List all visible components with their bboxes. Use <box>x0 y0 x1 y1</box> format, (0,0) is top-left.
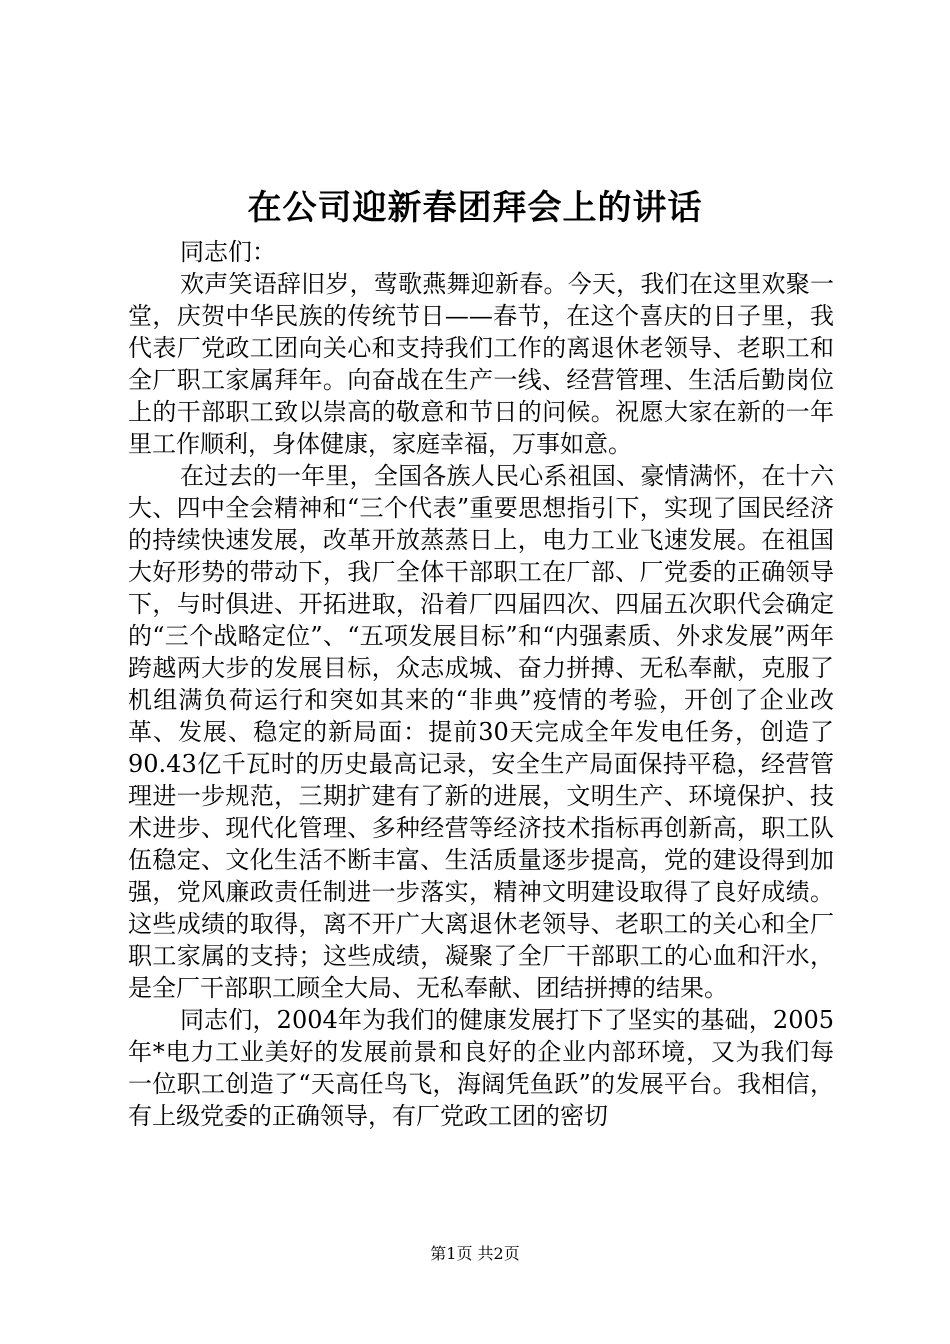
paragraph-outlook: 同志们，2004年为我们的健康发展打下了坚实的基础，2005年*电力工业美好的发展前景和良好的企业内部环境，又为我们每一位职工创造了“天高任鸟飞，海阔凭鱼跃”的发展平台。我相信，有上级党委的正确领导，有厂党政工团的密切 <box>128 1006 834 1130</box>
salutation: 同志们： <box>180 238 276 266</box>
page-indicator: 第1页 共2页 <box>430 1244 520 1263</box>
document-title: 在公司迎新春团拜会上的讲话 <box>247 188 703 228</box>
paragraph-review: 在过去的一年里，全国各族人民心系祖国、豪情满怀，在十六大、四中全会精神和“三个代表”重要思想指引下，实现了国民经济的持续快速发展，改革开放蒸蒸日上，电力工业飞速发展。在祖国大好形势的带动下，我厂全体干部职工在厂部、厂党委的正确领导下，与时俱进、开拓进取，沿着厂四届四次、四届五次职代会确定的“三个战略定位”、“五项发展目标”和“内强素质、外求发展”两年跨越两大步的发展目标，众志成城、奋力拼搏、无私奉献，克服了机组满负荷运行和突如其来的“非典”疫情的考验，开创了企业改革、发展、稳定的新局面：提前30天完成全年发电任务，创造了90.43亿千瓦时的历史最高记录，安全生产局面保持平稳，经营管理进一步规范，三期扩建有了新的进展，文明生产、环境保护、技术进步、现代化管理、多种经营等经济技术指标再创新高，职工队伍稳定、文化生活不断丰富、生活质量逐步提高，党的建设得到加强，党风廉政责任制进一步落实，精神文明建设取得了良好成绩。这些成绩的取得，离不开广大离退休老领导、老职工的关心和全厂职工家属的支持；这些成绩，凝聚了全厂干部职工的心血和汗水，是全厂干部职工顾全大局、无私奉献、团结拼搏的结果。 <box>128 462 834 1002</box>
document-body <box>128 236 834 1132</box>
paragraph-greeting: 欢声笑语辞旧岁，莺歌燕舞迎新春。今天，我们在这里欢聚一堂，庆贺中华民族的传统节日——春节，在这个喜庆的日子里，我代表厂党政工团向关心和支持我们工作的离退休老领导、老职工和全厂职工家属拜年。向奋战在生产一线、经营管理、生活后勤岗位上的干部职工致以崇高的敬意和节日的问候。祝愿大家在新的一年里工作顺利，身体健康，家庭幸福，万事如意。 <box>128 270 834 458</box>
